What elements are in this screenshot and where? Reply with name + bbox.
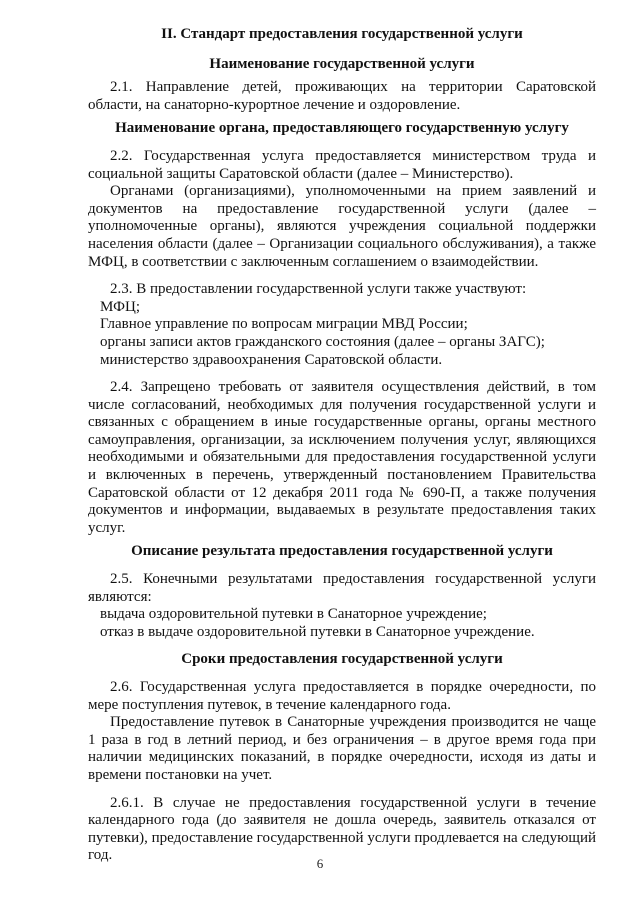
- heading-authority: Наименование органа, предоставляющего государственную услугу: [115, 120, 569, 137]
- paragraph-vouchers: Предоставление путевок в Санаторные учреждения производится не чаще 1 раза в год в летний период, и без ограничения – в другое время года при наличии медицинских показаний, в порядке очередности, исходя из даты и времени постановки на учет.: [88, 714, 596, 783]
- paragraph-authorized-bodies: Органами (организациями), уполномоченными на прием заявлений и документов на предоставление государственной услуги (далее – уполномоченные органы), являются учреждения социальной поддержки населения области (далее – Организации социального обслуживания), а также МФЦ, в соответствии с заключенным соглашением о взаимодействии.: [88, 183, 596, 270]
- document-page: [88, 26, 596, 865]
- paragraph-2-5: 2.5. Конечными результатами предоставления государственной услуги являются:: [88, 571, 596, 605]
- paragraph-2-6: 2.6. Государственная услуга предоставляется в порядке очередности, по мере поступления путевок, в течение календарного года.: [88, 679, 596, 713]
- paragraph-2-3: 2.3. В предоставлении государственной услуги также участвуют:: [110, 281, 527, 298]
- page-number: 6: [316, 856, 324, 871]
- heading-result: Описание результата предоставления государственной услуги: [131, 543, 553, 560]
- list-item: отказ в выдаче оздоровительной путевки в Санаторное учреждение.: [100, 623, 535, 640]
- list-item: МФЦ;: [100, 298, 140, 315]
- list-item: выдача оздоровительной путевки в Санаторное учреждение;: [100, 606, 487, 623]
- heading-terms: Сроки предоставления государственной услуги: [181, 651, 503, 668]
- heading-service-name: Наименование государственной услуги: [209, 55, 475, 72]
- paragraph-2-4: 2.4. Запрещено требовать от заявителя осуществления действий, в том числе согласований, необходимых для получения государственной услуги и связанных с обращением в иные государственные органы, органы местного самоуправления, организации, за исключением получения услуг, являющихся необходимыми и обязательными для предоставления государственной услуги и включенных в перечень, утвержденный постановлением Правительства Саратовской области от 12 декабря 2011 года № 690-П, а также получения документов и информации, выдаваемых в результате предоставления таких услуг.: [88, 379, 596, 536]
- section-title: II. Стандарт предоставления государственной услуги: [161, 26, 523, 42]
- paragraph-2-2: 2.2. Государственная услуга предоставляется министерством труда и социальной защиты Саратовской области (далее – Министерство).: [88, 147, 596, 182]
- paragraph-2-6-1: 2.6.1. В случае не предоставления государственной услуги в течение календарного года (до заявителя не дошла очередь, заявитель отказался от путевки), предоставление государственной услуги продлевается на следующий год.: [88, 794, 596, 864]
- list-item: министерство здравоохранения Саратовской области.: [100, 351, 443, 368]
- list-item: Главное управление по вопросам миграции МВД России;: [100, 316, 468, 333]
- paragraph-2-1: 2.1. Направление детей, проживающих на территории Саратовской области, на санаторно-курортное лечение и оздоровление.: [88, 79, 596, 113]
- list-item: органы записи актов гражданского состояния (далее – органы ЗАГС);: [100, 333, 545, 350]
